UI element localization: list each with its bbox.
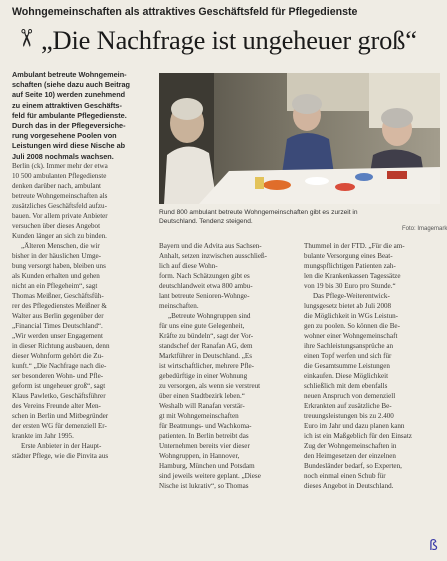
- text-column-1: [12, 161, 152, 461]
- text-line: denken darüber nach, ambulant: [12, 182, 102, 191]
- text-line: ist wirtschaftlicher, mehrere Pfle-: [159, 362, 255, 371]
- text-line: ser besonderen Wohn- und Pfle-: [12, 372, 104, 381]
- text-line: gen zu poolen. So können die Be-: [304, 322, 400, 331]
- lede-line: Juli 2008 nochmals wachsen.: [12, 151, 114, 161]
- text-line: Erste Anbieter in der Haupt-: [21, 442, 102, 451]
- text-line: treuungsleistungen bis zu 2.400: [304, 412, 394, 421]
- text-line: ihre Sachleistungsansprüche an: [304, 342, 394, 351]
- text-line: krankte im Jahr 1995.: [12, 432, 74, 441]
- lede-line: Leistungen wird diese Nische ab: [12, 141, 126, 151]
- text-line: einen Topf werfen und sich für: [304, 352, 392, 361]
- text-line: lungsgesetz bietet ab Juli 2008: [304, 302, 392, 311]
- lede-line: schaften (siehe dazu auch Beitrag: [12, 80, 130, 90]
- caption-line: Rund 800 ambulant betreute Wohngemeinschaften gibt es zurzeit in: [159, 209, 358, 216]
- text-line: für Beatmungs- und Wachkoma-: [159, 422, 252, 431]
- photo-illustration: [159, 73, 440, 204]
- text-line: dieses Angebot in Deutschland.: [304, 482, 394, 491]
- text-line: „Wir werden unser Engagement: [12, 332, 103, 341]
- text-line: bulante Versorgung eines Beat-: [304, 252, 393, 261]
- text-line: deutschlandweit etwa 800 ambu-: [159, 282, 253, 291]
- article-lede: [12, 70, 152, 162]
- text-line: Bayern und die Advita aus Sachsen-: [159, 242, 262, 250]
- text-line: den Heimgesetzen der einzelnen: [304, 452, 396, 461]
- photo-credit: Foto: Imagemark: [402, 226, 447, 232]
- text-line: meinschaften.: [159, 302, 199, 311]
- text-line: Nische ist lukrativ“, so Thomas: [159, 482, 249, 491]
- text-line: Thummel in der FTD. „Für die am-: [304, 242, 405, 250]
- text-line: Wohngruppen, in Hannover,: [159, 452, 240, 461]
- text-line: in dieser Richtung ausbauen, denn: [12, 342, 110, 351]
- text-line: standschef der Ranafan AG, dem: [159, 342, 253, 351]
- text-line: Weshalb will Ranafan verstär-: [159, 402, 245, 411]
- text-line: Berlin (ck). Immer mehr der etwa: [12, 162, 108, 170]
- text-line: Kunden länger an sich zu binden.: [12, 232, 107, 241]
- lede-line: zu einem attraktiven Geschäfts-: [12, 100, 122, 110]
- lede-line: feld für ambulante Pflegedienste.: [12, 110, 127, 120]
- text-line: Thomas Meißner, Geschäftsfüh-: [12, 292, 104, 301]
- text-line: die Möglichkeit in WGs Leistun-: [304, 312, 399, 321]
- text-line: bauen. Vor allem private Anbieter: [12, 212, 108, 221]
- scissors-icon: ✂: [12, 27, 41, 49]
- lede-line: auf Seite 10) werden zunehmend: [12, 90, 126, 100]
- text-line: Anhalt, setzen inzwischen ausschließ-: [159, 252, 267, 261]
- text-line: neuen Anspruch von demenziell: [304, 392, 396, 401]
- text-line: Unternehmen bereits vier dieser: [159, 442, 250, 451]
- article-photo: [159, 73, 440, 204]
- text-line: von 19 bis 30 Euro pro Stunde.“: [304, 282, 396, 291]
- text-line: Hamburg, München und Potsdam: [159, 462, 255, 471]
- text-line: „Älteren Menschen, die wir: [21, 242, 100, 251]
- text-line: „Betreute Wohngruppen sind: [168, 312, 251, 321]
- text-line: mungspflichtigen Patienten zah-: [304, 262, 396, 271]
- text-line: städter Pflege, wie die Pinvita aus: [12, 452, 109, 461]
- photo-caption: [159, 208, 440, 226]
- text-column-3: [304, 241, 442, 491]
- text-line: betreute Wohngemeinschaften als: [12, 192, 108, 201]
- text-line: Marktführer in Deutschland. „Es: [159, 352, 252, 361]
- text-line: als Kunden erhalten und gehen: [12, 272, 100, 281]
- text-line: über einen Stadtbezirk leben.“: [159, 392, 245, 401]
- caption-line: Deutschland. Tendenz steigend.: [159, 218, 253, 225]
- text-line: gt mit Wohngemeinschaften: [159, 412, 239, 421]
- text-line: schließlich mit dem ebenfalls: [304, 382, 388, 391]
- text-line: der ersten WG für demenziell Er-: [12, 422, 107, 431]
- text-line: Klaus Pawletko, Geschäftsführer: [12, 392, 106, 401]
- text-line: ich ist ein Maßgeblich für den Einsatz: [304, 432, 412, 441]
- text-line: geform ist ungeheuer groß“, sagt: [12, 382, 106, 391]
- text-column-2: [159, 241, 295, 491]
- text-line: bung versorgt haben, bleiben uns: [12, 262, 106, 271]
- text-line: Zug der Wohngemeinschaften in: [304, 442, 397, 451]
- text-line: lich auf diese Wohn-: [159, 262, 218, 271]
- text-line: rer des Pflegedienstes Meißner &: [12, 302, 107, 311]
- text-line: Euro im Jahr und dazu planen kann: [304, 422, 405, 431]
- text-line: Bundesländer bedarf, so Experten,: [304, 462, 402, 471]
- text-line: sind jeweils weitere geplant. „Diese: [159, 472, 261, 481]
- lede-line: rung vorgesehene Poolen von: [12, 131, 117, 141]
- text-line: nicht an ein Pflegeheim“, sagt: [12, 282, 98, 291]
- text-line: wohner einer Wohngemeinschaft: [304, 332, 398, 341]
- text-line: die Gesamtsumme Leistungen: [304, 362, 390, 371]
- text-line: Erkrankten auf zusätzliche Be-: [304, 402, 392, 411]
- text-line: zusätzliches Geschäftsfeld aufzu-: [12, 202, 107, 211]
- text-line: schen in Berlin und Mitbegründer: [12, 412, 109, 421]
- text-line: noch einmal einen Schub für: [304, 472, 386, 481]
- text-line: zu versorgen, als wenn sie verstreut: [159, 382, 261, 391]
- text-line: len die Krankenkassen Tagessätze: [304, 272, 401, 281]
- text-line: Kräfte zu bündeln“, sagt der Vor-: [159, 332, 254, 341]
- text-line: einkaufen. Diese Möglichkeit: [304, 372, 389, 381]
- text-line: form. Nach Schätzungen gibt es: [159, 272, 250, 281]
- text-line: 10 500 ambulanten Pflegedienste: [12, 172, 107, 181]
- page-mark: ß: [429, 538, 438, 554]
- text-line: versuchen über dieses Angebot: [12, 222, 101, 231]
- lede-line: Durch das in der Pflegeversiche-: [12, 121, 126, 131]
- text-line: gebedürftige in einer Wohnung: [159, 372, 248, 381]
- article-kicker: Wohngemeinschaften als attraktives Geschäftsfeld für Pflegedienste: [12, 6, 358, 18]
- text-line: patienten. In Berlin betreibt das: [159, 432, 249, 441]
- text-line: Walter aus Berlin gegenüber der: [12, 312, 104, 321]
- text-line: kunft.“ „Die Nachfrage nach die-: [12, 362, 107, 371]
- text-line: bisher in der häuslichen Umge-: [12, 252, 102, 261]
- text-line: „Financial Times Deutschland“.: [12, 322, 103, 331]
- text-line: dieser Wohnform gehört die Zu-: [12, 352, 104, 361]
- text-line: des Vereins Freunde alter Men-: [12, 402, 101, 411]
- text-line: für uns eine gute Gelegenheit,: [159, 322, 245, 331]
- text-line: Das Pflege-Weiterentwick-: [313, 292, 390, 301]
- article-headline: „Die Nachfrage ist ungeheuer groß“: [41, 25, 417, 55]
- lede-line: Ambulant betreute Wohngemein-: [12, 70, 127, 79]
- text-line: lant betreute Senioren-Wohnge-: [159, 292, 250, 301]
